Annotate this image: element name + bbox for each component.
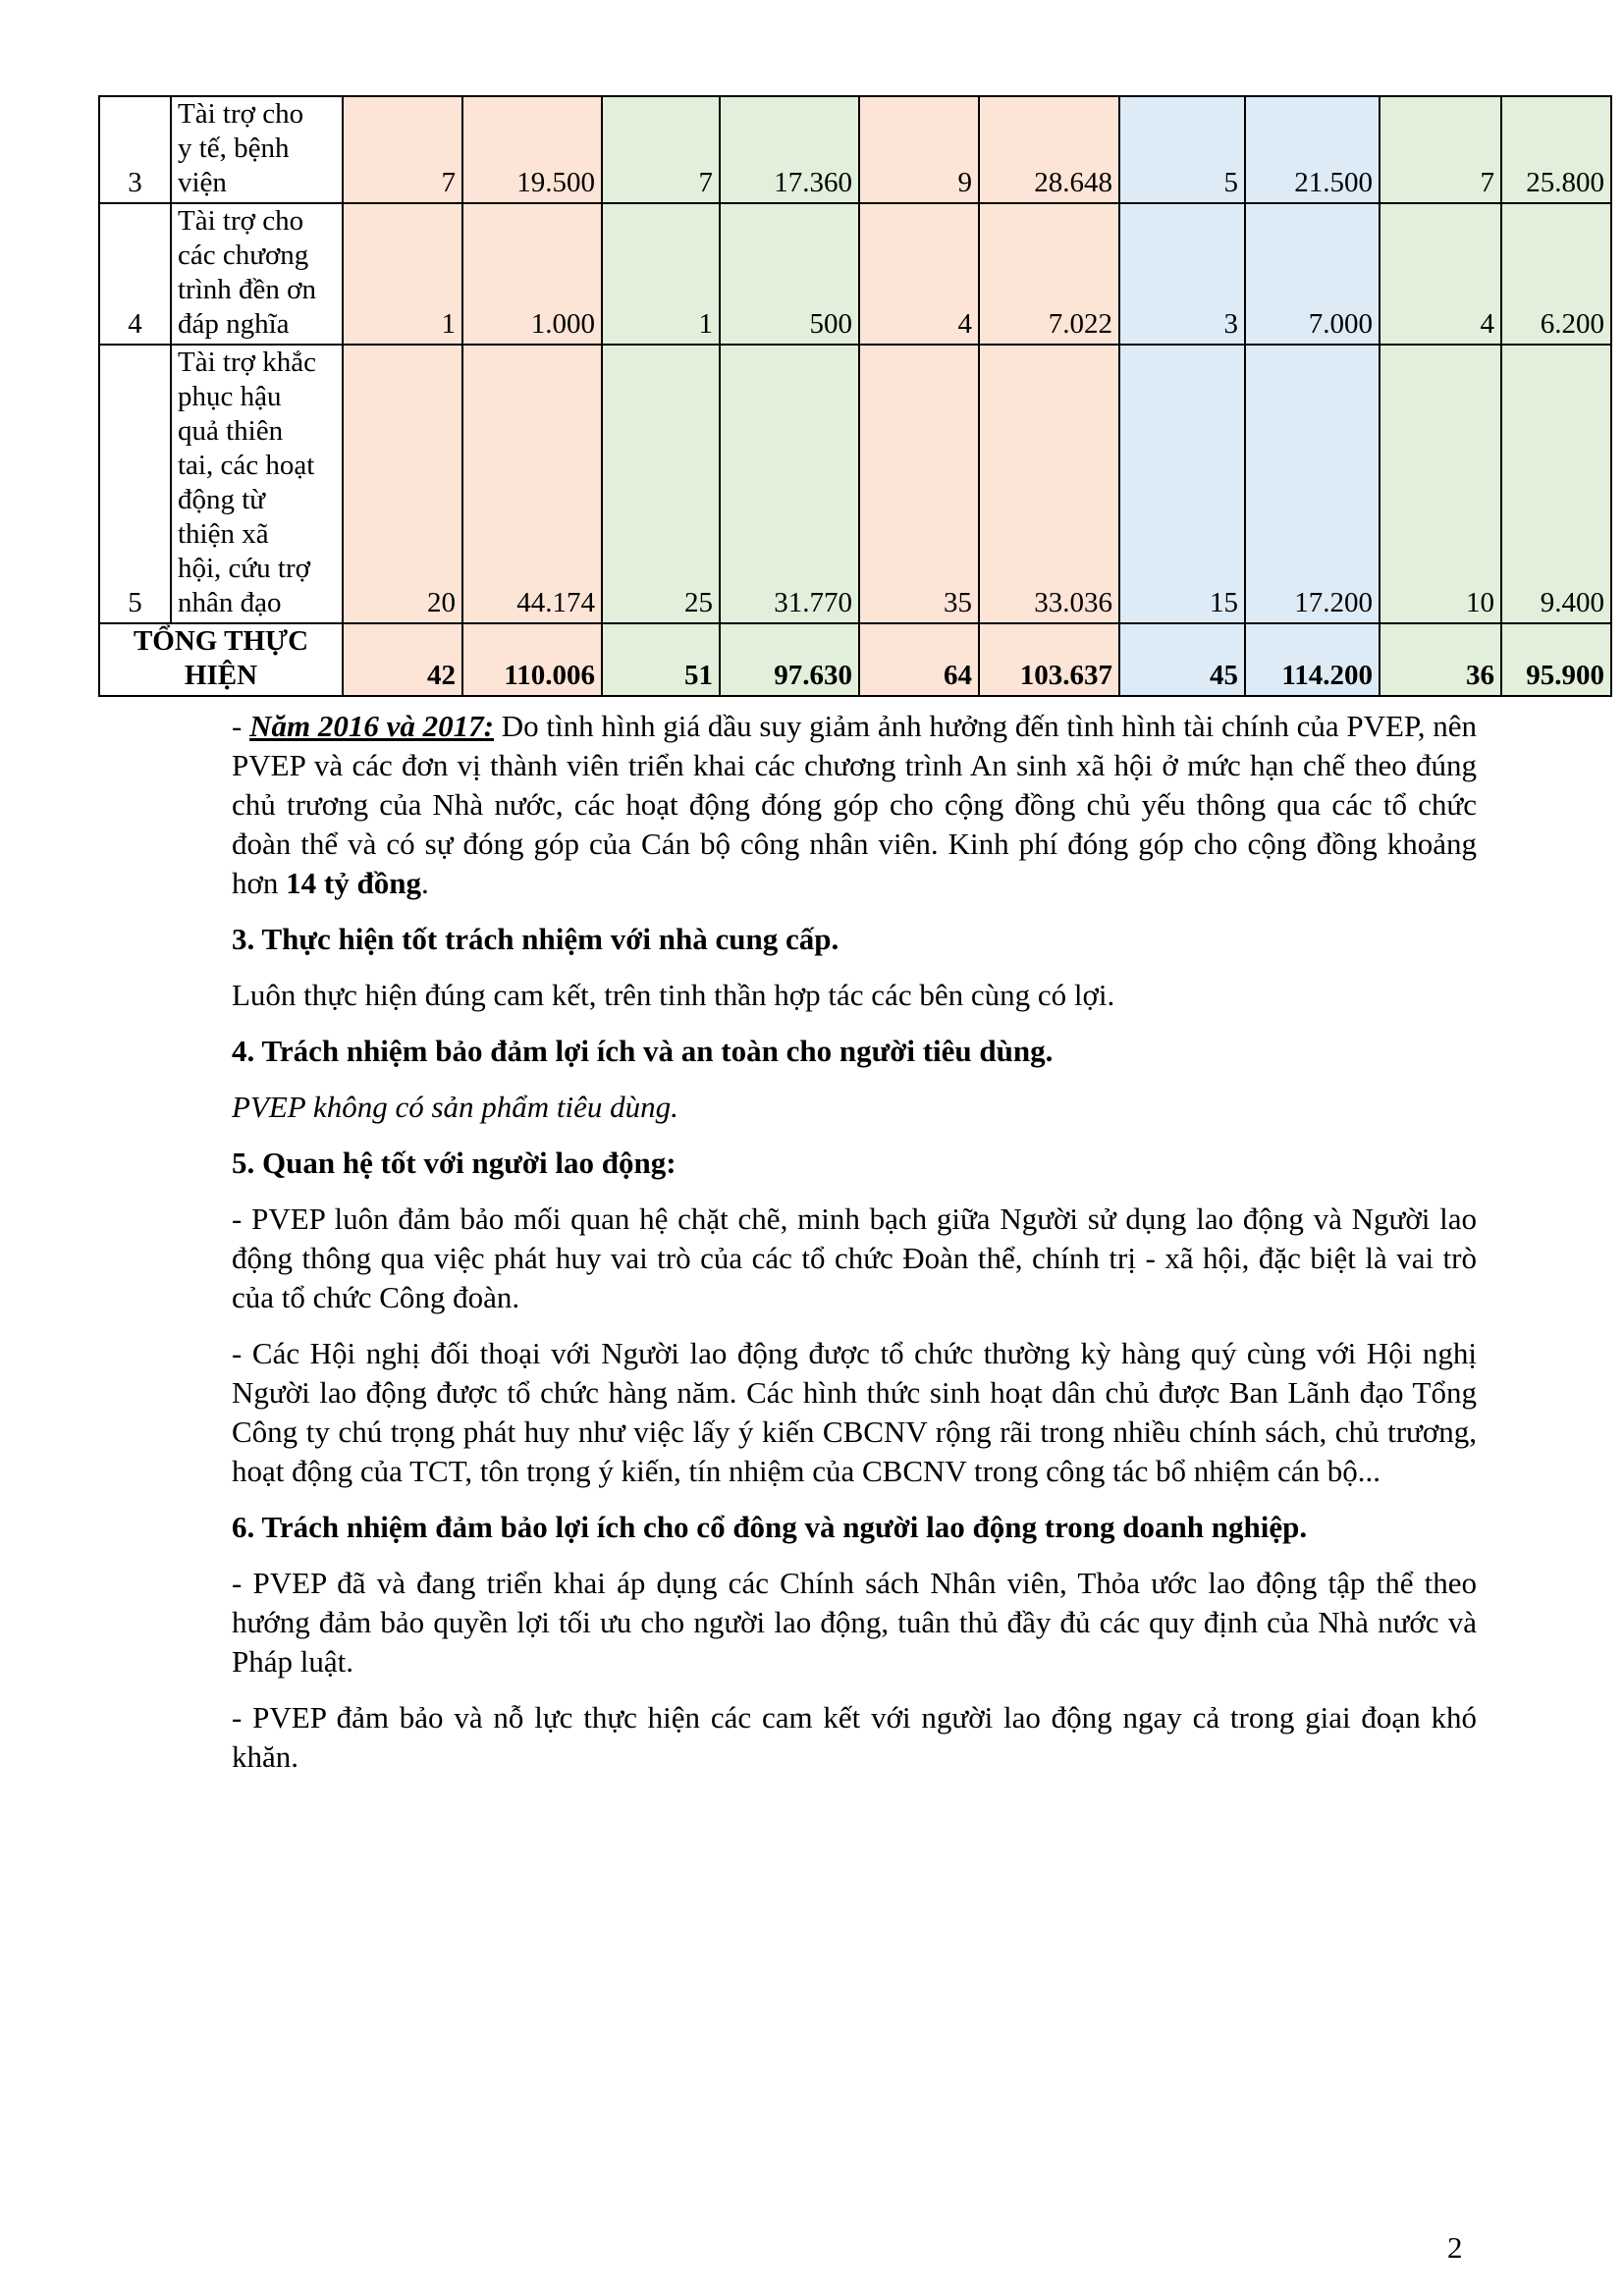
row-number: 3: [99, 96, 171, 203]
total-count-cell: 51: [602, 623, 720, 696]
paragraph-commitments: - PVEP đảm bảo và nỗ lực thực hiện các cam kết với người lao động ngay cả trong giai đoạn khó khăn.: [232, 1700, 1477, 1774]
count-cell: 3: [1119, 203, 1245, 345]
document-body: [232, 707, 1477, 1793]
amount-cell: 17.360: [720, 96, 859, 203]
total-count-cell: 42: [343, 623, 462, 696]
total-amount-cell: 103.637: [979, 623, 1119, 696]
amount-cell: 31.770: [720, 345, 859, 623]
count-cell: 1: [343, 203, 462, 345]
paragraph-consumers: PVEP không có sản phẩm tiêu dùng.: [232, 1090, 678, 1124]
amount-cell: 500: [720, 203, 859, 345]
paragraph-employee-policy: - PVEP đã và đang triển khai áp dụng các Chính sách Nhân viên, Thỏa ước lao động tập thể theo hướng đảm bảo quyền lợi tối ưu cho người lao động, tuân thủ đầy đủ các quy định của Nhà nước và Pháp luật.: [232, 1566, 1477, 1679]
amount-cell: 28.648: [979, 96, 1119, 203]
paragraph-labor-dialogue: - Các Hội nghị đối thoại với Người lao động được tổ chức thường kỳ hàng quý cùng với Hội nghị Người lao động được tổ chức hàng năm. Các hình thức sinh hoạt dân chủ được Ban Lãnh đạo Tổng Công ty chú trọng phát huy như việc lấy ý kiến CBCNV rộng rãi trong nhiều chính sách, chủ trương, hoạt động của TCT, tôn trọng ý kiến, tín nhiệm của CBCNV trong công tác bổ nhiệm cán bộ...: [232, 1336, 1477, 1488]
amount-cell: 9.400: [1501, 345, 1611, 623]
count-cell: 9: [859, 96, 979, 203]
paragraph-labor-relations: - PVEP luôn đảm bảo mối quan hệ chặt chẽ, minh bạch giữa Người sử dụng lao động và Người lao động thông qua việc phát huy vai trò của các tổ chức Đoàn thể, chính trị - xã hội, đặc biệt là vai trò của tổ chức Công đoàn.: [232, 1201, 1477, 1314]
count-cell: 1: [602, 203, 720, 345]
table-row: [99, 345, 1611, 623]
total-row: [99, 623, 1611, 696]
count-cell: 4: [859, 203, 979, 345]
count-cell: 25: [602, 345, 720, 623]
count-cell: 7: [343, 96, 462, 203]
count-cell: 10: [1380, 345, 1501, 623]
total-count-cell: 64: [859, 623, 979, 696]
count-cell: 4: [1380, 203, 1501, 345]
row-description: Tài trợ khắc phục hậu quả thiên tai, các hoạt động từ thiện xã hội, cứu trợ nhân đạo: [171, 345, 343, 623]
amount-cell: 6.200: [1501, 203, 1611, 345]
amount-highlight: 14 tỷ đồng: [286, 866, 421, 900]
count-cell: 20: [343, 345, 462, 623]
amount-cell: 21.500: [1245, 96, 1380, 203]
charity-table: [98, 95, 1612, 697]
section-heading-4: 4. Trách nhiệm bảo đảm lợi ích và an toàn cho người tiêu dùng.: [232, 1034, 1054, 1068]
total-amount-cell: 114.200: [1245, 623, 1380, 696]
count-cell: 7: [602, 96, 720, 203]
page-number: 2: [1447, 2230, 1463, 2265]
section-heading-3: 3. Thực hiện tốt trách nhiệm với nhà cung cấp.: [232, 922, 839, 956]
amount-cell: 17.200: [1245, 345, 1380, 623]
section-heading-6: 6. Trách nhiệm đảm bảo lợi ích cho cổ đông và người lao động trong doanh nghiệp.: [232, 1510, 1308, 1544]
count-cell: 15: [1119, 345, 1245, 623]
row-description: Tài trợ cho các chương trình đền ơn đáp nghĩa: [171, 203, 343, 345]
total-label: TỔNG THỰC HIỆN: [99, 623, 343, 696]
paragraph-2016-2017: - Năm 2016 và 2017: Do tình hình giá dầu suy giảm ảnh hưởng đến tình hình tài chính của PVEP, nên PVEP và các đơn vị thành viên triển khai các chương trình An sinh xã hội ở mức hạn chế theo đúng chủ trương của Nhà nước, các hoạt động đóng góp cho cộng đồng chủ yếu thông qua các tổ chức đoàn thể và có sự đóng góp của Cán bộ công nhân viên. Kinh phí đóng góp cho cộng đồng khoảng hơn 14 tỷ đồng.: [232, 709, 1478, 900]
table-row: [99, 96, 1611, 203]
count-cell: 7: [1380, 96, 1501, 203]
section-heading-5: 5. Quan hệ tốt với người lao động:: [232, 1146, 677, 1180]
amount-cell: 25.800: [1501, 96, 1611, 203]
total-amount-cell: 97.630: [720, 623, 859, 696]
row-number: 5: [99, 345, 171, 623]
amount-cell: 7.022: [979, 203, 1119, 345]
table-row: [99, 203, 1611, 345]
row-description: Tài trợ cho y tế, bệnh viện: [171, 96, 343, 203]
row-number: 4: [99, 203, 171, 345]
amount-cell: 1.000: [462, 203, 602, 345]
year-label: Năm 2016 và 2017:: [249, 709, 494, 743]
total-amount-cell: 95.900: [1501, 623, 1611, 696]
count-cell: 35: [859, 345, 979, 623]
total-amount-cell: 110.006: [462, 623, 602, 696]
count-cell: 5: [1119, 96, 1245, 203]
total-count-cell: 36: [1380, 623, 1501, 696]
amount-cell: 19.500: [462, 96, 602, 203]
amount-cell: 7.000: [1245, 203, 1380, 345]
amount-cell: 33.036: [979, 345, 1119, 623]
total-count-cell: 45: [1119, 623, 1245, 696]
paragraph-suppliers: Luôn thực hiện đúng cam kết, trên tinh thần hợp tác các bên cùng có lợi.: [232, 978, 1115, 1012]
amount-cell: 44.174: [462, 345, 602, 623]
